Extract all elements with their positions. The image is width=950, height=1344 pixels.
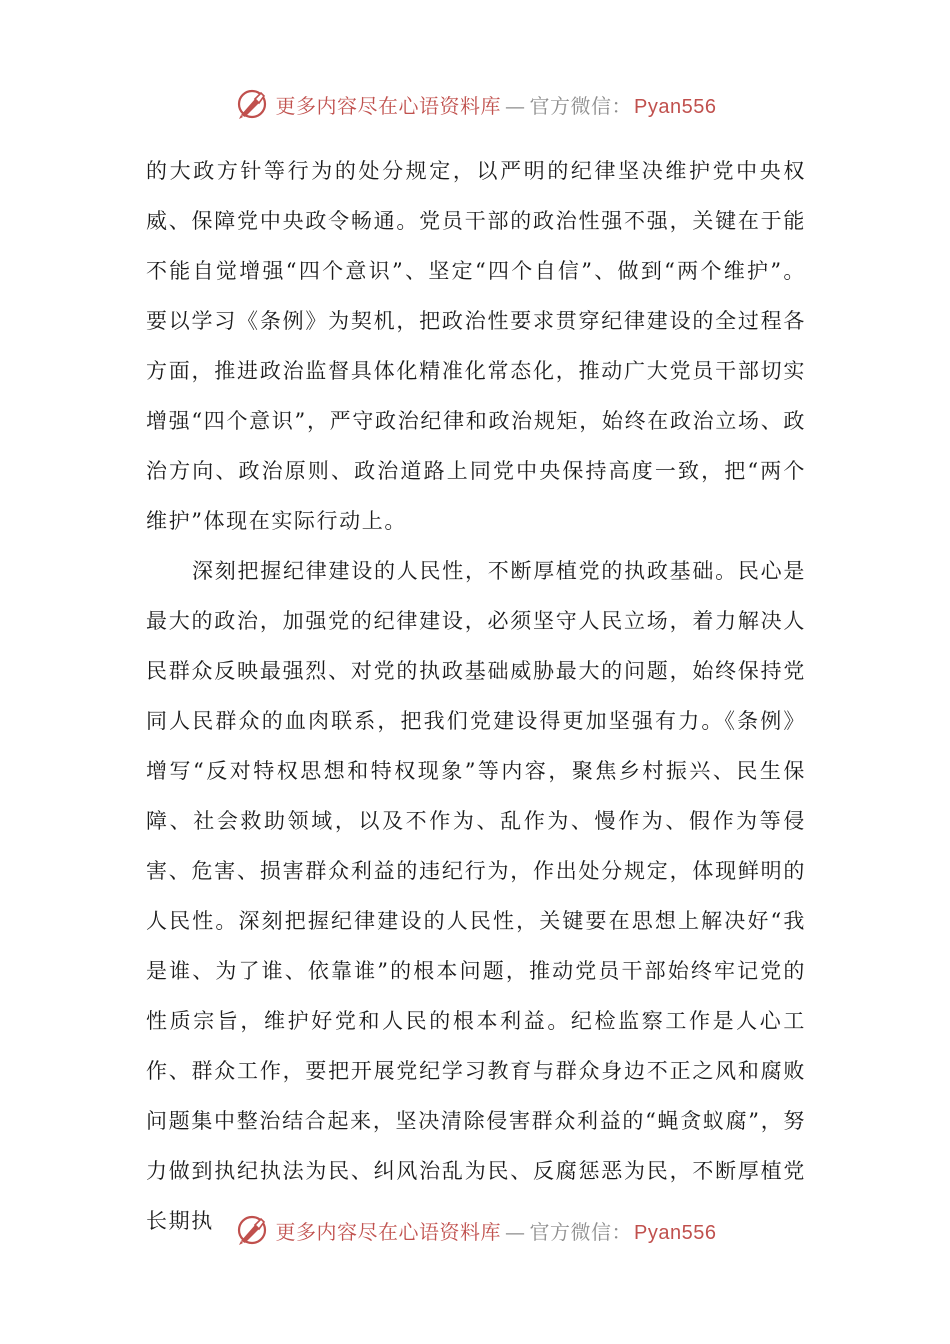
header-wechat-label: 官方微信： <box>529 93 633 118</box>
footer-banner-text <box>276 1216 717 1245</box>
header-dash: — <box>505 93 526 118</box>
header-banner-text <box>276 90 717 119</box>
footer-dash: — <box>505 1219 526 1244</box>
footer-wechat-id: Pyan556 <box>634 1221 717 1244</box>
footer-brand-text: 更多内容尽在心语资料库 <box>275 1219 502 1244</box>
footer-wechat-label: 官方微信： <box>529 1219 633 1244</box>
footer-banner <box>0 1208 950 1252</box>
paragraph-continued: 的大政方针等行为的处分规定，以严明的纪律坚决维护党中央权威、保障党中央政令畅通。党员干部的政治性强不强，关键在于能不能自觉增强“四个意识”、坚定“四个自信”、做到“两个维护”。要以学习《条例》为契机，把政治性要求贯穿纪律建设的全过程各方面，推进政治监督具体化精准化常态化，推动广大党员干部切实增强“四个意识”，严守政治纪律和政治规矩，始终在政治立场、政治方向、政治原则、政治道路上同党中央保持高度一致，把“两个维护”体现在实际行动上。 <box>146 159 806 533</box>
document-body <box>146 146 806 1246</box>
pen-nib-logo-icon <box>234 1212 270 1248</box>
paragraph-people-centered: 深刻把握纪律建设的人民性，不断厚植党的执政基础。民心是最大的政治，加强党的纪律建设，必须坚守人民立场，着力解决人民群众反映最强烈、对党的执政基础威胁最大的问题，始终保持党同人民群众的血肉联系，把我们党建设得更加坚强有力。《条例》增写“反对特权思想和特权现象”等内容，聚焦乡村振兴、民生保障、社会救助领域，以及不作为、乱作为、慢作为、假作为等侵害、危害、损害群众利益的违纪行为，作出处分规定，体现鲜明的人民性。深刻把握纪律建设的人民性，关键要在思想上解决好“我是谁、为了谁、依靠谁”的根本问题，推动党员干部始终牢记党的性质宗旨，维护好党和人民的根本利益。纪检监察工作是人心工作、群众工作，要把开展党纪学习教育与群众身边不正之风和腐败问题集中整治结合起来，坚决清除侵害群众利益的“蝇贪蚁腐”，努力做到执纪执法为民、纠风治乱为民、反腐惩恶为民，不断厚植党长期执 <box>146 559 806 1233</box>
header-brand-text: 更多内容尽在心语资料库 <box>275 93 502 118</box>
pen-nib-logo-icon <box>234 86 270 122</box>
header-wechat-id: Pyan556 <box>634 95 717 118</box>
header-banner <box>0 82 950 126</box>
